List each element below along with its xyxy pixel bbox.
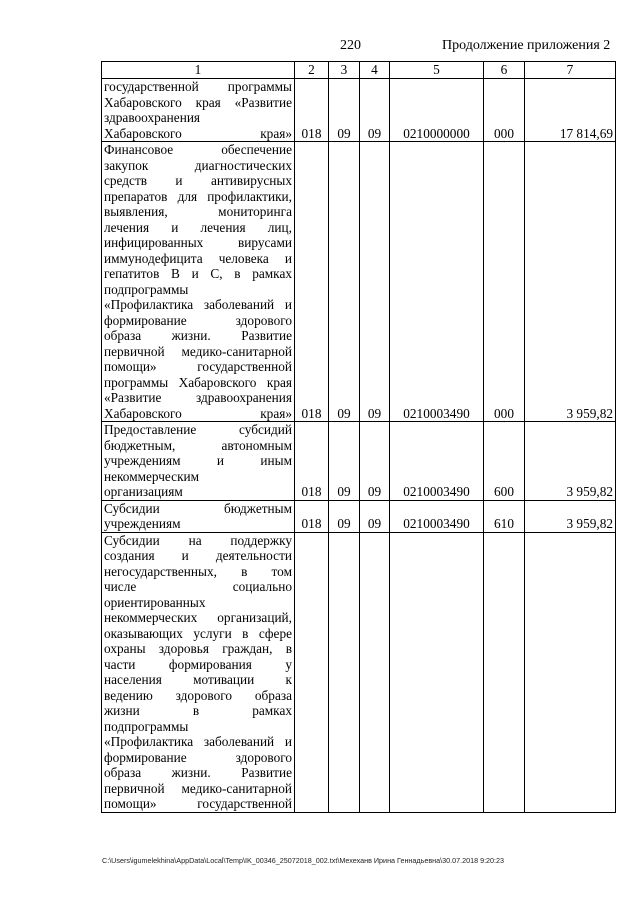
subsection-cell: 09: [360, 79, 390, 142]
col-header-3: 3: [329, 62, 360, 79]
row-name-line: здравоохранения: [104, 110, 201, 125]
section-cell: 09: [329, 79, 360, 142]
row-name-line: Хабаровского края»: [104, 405, 292, 421]
row-name-line: «Развитие здравоохранения: [104, 390, 292, 405]
col-header-1: 1: [102, 62, 295, 79]
row-name-line: оказывающих услуги в сфере: [104, 625, 292, 641]
col-header-5: 5: [390, 62, 484, 79]
continuation-label: Продолжение приложения 2: [442, 38, 611, 53]
code-grbs-cell: [295, 532, 329, 812]
row-name-line: ведению здорового образа: [104, 687, 292, 703]
row-name-line: ориентированных: [104, 594, 206, 610]
section-cell: 09: [329, 500, 360, 532]
amount-cell: 3 959,82: [525, 500, 616, 532]
row-name-line: бюджетным, автономным: [104, 437, 292, 453]
row-name-line: подпрограммы: [104, 281, 189, 297]
page-number: 220: [340, 38, 361, 53]
section-cell: [329, 532, 360, 812]
col-header-7: 7: [525, 62, 616, 79]
subsection-cell: 09: [360, 500, 390, 532]
row-name-cell: [102, 79, 295, 142]
row-name-cell: [102, 422, 295, 501]
row-name-line: части формирования у: [104, 656, 292, 672]
row-name-line: лечения и лечения лиц,: [104, 219, 292, 235]
row-name-line: первичной медико-санитарной: [104, 343, 292, 359]
amount-cell: [525, 532, 616, 812]
code-grbs-cell: 018: [295, 79, 329, 142]
row-name-line: образа жизни. Развитие: [104, 765, 292, 780]
row-name-line: учреждениям и иным: [104, 453, 292, 468]
table-row: [102, 422, 616, 501]
table-row: [102, 532, 616, 812]
target-article-cell: 0210003490: [390, 142, 484, 422]
row-name-line: «Профилактика заболеваний и: [104, 734, 292, 749]
budget-table: [101, 61, 616, 813]
target-article-cell: [390, 532, 484, 812]
row-name-line: некоммерческих организаций,: [104, 610, 292, 625]
row-name-line: первичной медико-санитарной: [104, 780, 292, 796]
row-name-line: Субсидии бюджетным: [104, 500, 292, 516]
file-path-footer: C:\Users\igumelekhina\AppData\Local\Temp\IK_00346_25072018_002.txt\Мехеханв Ирина Геннадьевна\30.07.2018 9:20:23: [102, 856, 505, 865]
amount-cell: 3 959,82: [525, 422, 616, 501]
row-name-line: средств и антивирусных: [104, 173, 292, 188]
row-name-line: Хабаровского края «Развитие: [104, 94, 292, 110]
row-name-line: учреждениям: [104, 516, 181, 531]
column-header-row: [102, 62, 616, 79]
row-name-cell: [102, 142, 295, 422]
expense-type-cell: 600: [484, 422, 525, 501]
row-name-line: образа жизни. Развитие: [104, 328, 292, 343]
row-name-line: жизни в рамках: [104, 703, 292, 718]
target-article-cell: 0210003490: [390, 422, 484, 501]
row-name-line: Предоставление субсидий: [104, 422, 292, 437]
code-grbs-cell: 018: [295, 500, 329, 532]
row-name-cell: [102, 500, 295, 532]
target-article-cell: 0210000000: [390, 79, 484, 142]
expense-type-cell: [484, 532, 525, 812]
row-name-line: препаратов для профилактики,: [104, 188, 292, 204]
table-row: [102, 142, 616, 422]
row-name-line: негосударственных, в том: [104, 563, 292, 579]
row-name-line: охраны здоровья граждан, в: [104, 641, 292, 656]
subsection-cell: 09: [360, 142, 390, 422]
amount-cell: 3 959,82: [525, 142, 616, 422]
row-name-cell: [102, 532, 295, 812]
row-name-line: Субсидии на поддержку: [104, 532, 292, 548]
amount-cell: 17 814,69: [525, 79, 616, 142]
row-name-line: Хабаровского края»: [104, 125, 292, 141]
row-name-line: инфицированных вирусами: [104, 235, 292, 250]
row-name-line: формирование здорового: [104, 312, 292, 328]
row-name-line: выявления, мониторинга: [104, 204, 292, 219]
row-name-line: программы Хабаровского края: [104, 374, 292, 390]
row-name-line: создания и деятельности: [104, 548, 292, 563]
code-grbs-cell: 018: [295, 142, 329, 422]
section-cell: 09: [329, 422, 360, 501]
section-cell: 09: [329, 142, 360, 422]
row-name-line: населения мотивации к: [104, 672, 292, 687]
subsection-cell: [360, 532, 390, 812]
col-header-2: 2: [295, 62, 329, 79]
col-header-4: 4: [360, 62, 390, 79]
row-name-line: помощи» государственной: [104, 359, 292, 374]
target-article-cell: 0210003490: [390, 500, 484, 532]
expense-type-cell: 000: [484, 142, 525, 422]
row-name-line: «Профилактика заболеваний и: [104, 297, 292, 312]
row-name-line: организациям: [104, 484, 183, 499]
row-name-line: закупок диагностических: [104, 157, 292, 173]
table-row: [102, 500, 616, 532]
subsection-cell: 09: [360, 422, 390, 501]
table-row: [102, 79, 616, 142]
row-name-line: числе социально: [104, 579, 292, 594]
expense-type-cell: 610: [484, 500, 525, 532]
row-name-line: государственной программы: [104, 79, 292, 94]
row-name-line: иммунодефицита человека и: [104, 250, 292, 266]
row-name-line: некоммерческим: [104, 468, 200, 484]
col-header-6: 6: [484, 62, 525, 79]
row-name-line: гепатитов В и С, в рамках: [104, 266, 292, 281]
row-name-line: Финансовое обеспечение: [104, 142, 292, 157]
row-name-line: подпрограммы: [104, 718, 189, 734]
expense-type-cell: 000: [484, 79, 525, 142]
row-name-line: помощи» государственной: [104, 796, 292, 811]
code-grbs-cell: 018: [295, 422, 329, 501]
row-name-line: формирование здорового: [104, 749, 292, 765]
